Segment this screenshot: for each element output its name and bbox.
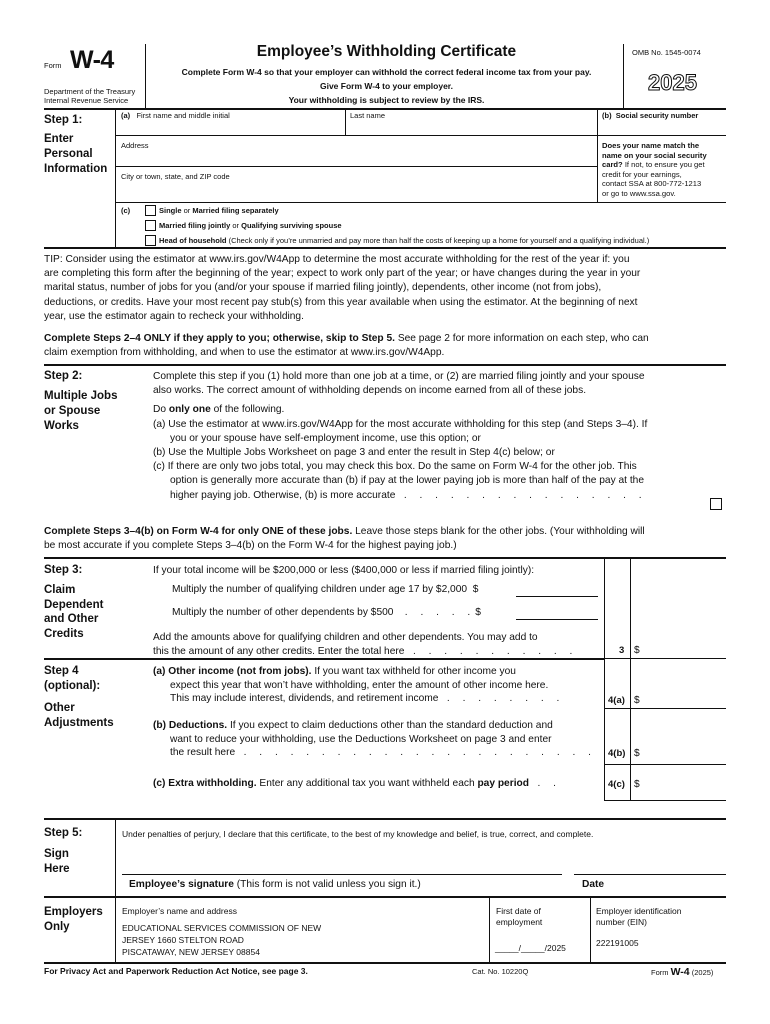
step2-text: Complete this step if you (1) hold more than one job at a time, or (2) are married filing jointly and your spouse also works. The correct amount of withholding depends on income earned from all of these jobs. Do only one of the following. (a) Use the estimator at www.irs.gov/W4App for the most accurate withholding for this step (and Steps 3–4). If you or your spouse have self-employment income, use this option; or (b) Use the Multiple Jobs Worksheet on page 3 and enter the result in Step 4(c) below; or (c) If there are only two jobs total, you may check this box. Do the same on Form W-4 for the other job. This option is generally more accurate than (b) if pay at the lower paying job is more than half of the pay at the higher paying job. Otherwise, (b) is more accurate . . . . . . . . . . . . . . . . bbox=[153, 371, 648, 501]
step4c-text: (c) Extra withholding. Enter any additional tax you want withheld each pay period . . bbox=[153, 778, 561, 789]
other-dependents-amount[interactable] bbox=[516, 619, 598, 620]
step5-title: Sign Here bbox=[44, 848, 70, 875]
ein-value[interactable]: 222191005 bbox=[596, 938, 639, 948]
line-3-number: 3 bbox=[619, 645, 625, 656]
filing-status-marker: (c) bbox=[121, 206, 131, 215]
complete-steps-3-4b-note: Complete Steps 3–4(b) on Form W-4 for only ONE of these jobs. Leave those steps blank for the other jobs. (Your withholding will be most accurate if you complete Steps 3–4(b) on the Form W-4 for the highest paying job.) bbox=[44, 526, 645, 552]
line-4a-number: 4(a) bbox=[608, 695, 625, 706]
privacy-notice: For Privacy Act and Paperwork Reduction Act Notice, see page 3. bbox=[44, 966, 308, 976]
line-3-amount[interactable]: $ bbox=[634, 645, 640, 656]
instruction-line-1: Complete Form W-4 so that your employer can withhold the correct federal income tax from your pay. bbox=[181, 67, 592, 77]
line-4b-number: 4(b) bbox=[608, 748, 626, 759]
filing-single-label: Single or Married filing separately bbox=[159, 206, 279, 215]
tax-year: 2025 bbox=[648, 70, 697, 95]
single-checkbox[interactable] bbox=[145, 205, 156, 216]
two-jobs-checkbox[interactable] bbox=[710, 498, 722, 510]
filing-hoh-label: Head of household (Check only if you’re unmarried and pay more than half the costs of keeping up a home for yourself and a qualifying individual.) bbox=[159, 236, 650, 245]
step2-label: Step 2: bbox=[44, 370, 83, 382]
employers-only-title: Employers Only bbox=[44, 906, 103, 933]
step4a-text: (a) Other income (not from jobs). If you want tax withheld for other income you expect this year that won’t have withholding, enter the amount of other income here. This may include interest, dividends, and retirement income . . . . . . . . bbox=[153, 666, 565, 705]
filing-married-label: Married filing jointly or Qualifying surviving spouse bbox=[159, 221, 342, 230]
date-label: Date bbox=[582, 879, 605, 890]
footer-form-id: Form W-4 (2025) bbox=[651, 966, 714, 978]
omb-number: OMB No. 1545-0074 bbox=[632, 48, 701, 57]
form-number: W-4 bbox=[70, 46, 114, 74]
qualifying-children-row: Multiply the number of qualifying children under age 17 by $2,000 $ bbox=[172, 584, 479, 595]
step3-intro: If your total income will be $200,000 or less ($400,000 or less if married filing jointly): bbox=[153, 565, 535, 576]
first-date-label: First date of employment bbox=[496, 906, 543, 927]
employer-name-label: Employer’s name and address bbox=[122, 906, 237, 916]
dept-treasury: Department of the Treasury bbox=[44, 87, 136, 96]
ssn-field[interactable]: (b) Social security number bbox=[602, 111, 699, 120]
step4-label: Step 4 (optional): bbox=[44, 665, 101, 692]
ein-label: Employer identification number (EIN) bbox=[596, 906, 682, 927]
catalog-number: Cat. No. 10220Q bbox=[472, 967, 529, 976]
instruction-line-3: Your withholding is subject to review by the IRS. bbox=[288, 95, 485, 105]
instruction-line-2: Give Form W-4 to your employer. bbox=[319, 81, 454, 91]
first-name-field[interactable]: (a) First name and middle initial bbox=[121, 111, 230, 120]
employer-name-address[interactable]: EDUCATIONAL SERVICES COMMISSION OF NEW JERSEY 1660 STELTON ROAD PISCATAWAY, NEW JERSEY 08854 bbox=[122, 923, 322, 957]
line-4c-amount[interactable]: $ bbox=[634, 779, 640, 790]
qualifying-children-amount[interactable] bbox=[516, 596, 598, 597]
form-word: Form bbox=[44, 61, 62, 70]
tip-paragraph: TIP: Consider using the estimator at www.irs.gov/W4App to determine the most accurate withholding for the rest of the year if: you are completing this form after the beginning of the year; expect to work only part of the year; or have changes during the year in your marital status, number of jobs for you (and/or your spouse if married filing jointly), dependents, other income (not from jobs), deductions, or credits. Have your most recent pay stub(s) from this year available when using the estimator. At the beginning of next year, use the estimator again to recheck your withholding. bbox=[44, 254, 641, 322]
other-dependents-row: Multiply the number of other dependents by $500 . . . . .$ bbox=[172, 607, 481, 618]
form-title: Employee’s Withholding Certificate bbox=[256, 43, 517, 60]
head-of-household-checkbox[interactable] bbox=[145, 235, 156, 246]
line-4b-amount[interactable]: $ bbox=[634, 748, 640, 759]
step1-title: Enter Personal Information bbox=[44, 133, 108, 175]
step3-title: Claim Dependent and Other Credits bbox=[44, 584, 104, 640]
line-4c-number: 4(c) bbox=[608, 779, 625, 790]
step5-label: Step 5: bbox=[44, 827, 83, 839]
address-field[interactable]: Address bbox=[121, 141, 149, 150]
perjury-statement: Under penalties of perjury, I declare that this certificate, to the best of my knowledge and belief, is true, correct, and complete. bbox=[122, 829, 594, 839]
step4-title: Other Adjustments bbox=[44, 702, 114, 729]
step3-label: Step 3: bbox=[44, 564, 83, 576]
step3-total-text: Add the amounts above for qualifying children and other dependents. You may add to this the amount of any other credits. Enter the total here . . . . . . . . . . . bbox=[153, 632, 578, 657]
signature-line[interactable] bbox=[122, 874, 562, 875]
signature-date-line[interactable] bbox=[574, 874, 726, 875]
last-name-field[interactable]: Last name bbox=[350, 111, 386, 120]
step2-title: Multiple Jobs or Spouse Works bbox=[44, 390, 118, 432]
line-4a-amount[interactable]: $ bbox=[634, 695, 640, 706]
signature-label: Employee’s signature (This form is not valid unless you sign it.) bbox=[129, 879, 421, 890]
step1-label: Step 1: bbox=[44, 114, 83, 126]
complete-steps-2-4-note: Complete Steps 2–4 ONLY if they apply to you; otherwise, skip to Step 5. See page 2 for more information on each step, who can claim exemption from withholding, and when to use the estimator at www.irs.gov/W4App. bbox=[44, 333, 649, 359]
step4b-text: (b) Deductions. If you expect to claim deductions other than the standard deduction and want to reduce your withholding, use the Deductions Worksheet on page 3 and enter the result here . . . . . . . . . . . . . . . . . . . . . . . bbox=[153, 720, 596, 759]
dept-irs: Internal Revenue Service bbox=[44, 96, 129, 105]
married-jointly-checkbox[interactable] bbox=[145, 220, 156, 231]
ssa-note: Does your name match the name on your social security card? If not, to ensure you get credit for your earnings, contact SSA at 800-772-1213 or go to www.ssa.gov. bbox=[602, 141, 707, 198]
city-state-zip-field[interactable]: City or town, state, and ZIP code bbox=[121, 172, 230, 181]
first-date-value[interactable]: _____/_____/2025 bbox=[495, 943, 566, 953]
